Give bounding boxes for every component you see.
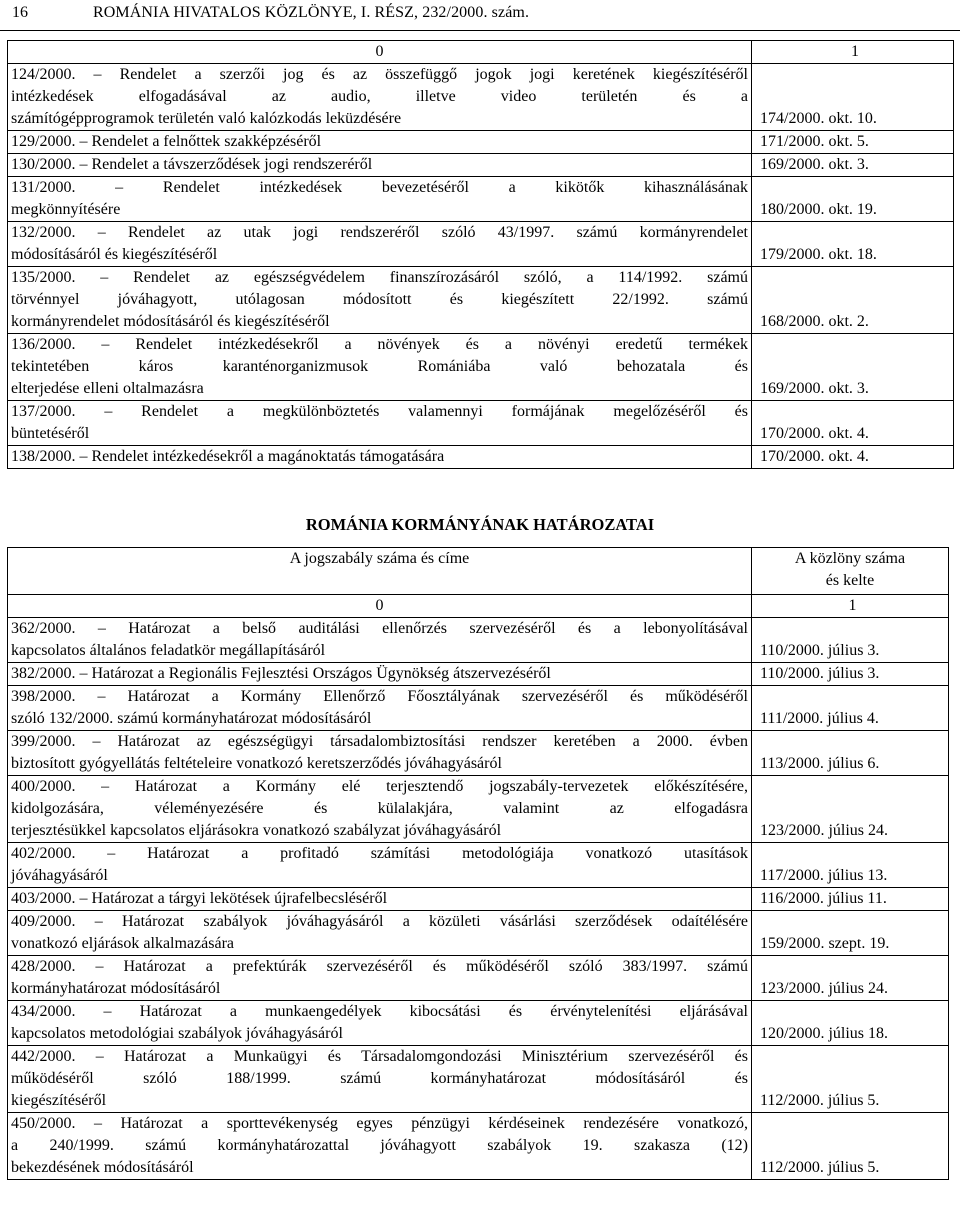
act-title-cell (8, 446, 752, 469)
gazette-date-cell: 111/2000. július 4. (752, 686, 949, 731)
table-row (8, 776, 949, 843)
act-title-cell (8, 911, 752, 956)
act-title-cell (8, 618, 752, 663)
act-title-line: kormányhatározat módosításáról (11, 980, 221, 997)
act-title-line: 398/2000. – Határozat a Kormány Ellenőrző Főosztályának szervezéséről és működéséről (11, 688, 748, 705)
table-row (8, 843, 949, 888)
table-row (8, 618, 949, 663)
act-title-line: 132/2000. – Rendelet az utak jogi rendszeréről szóló 43/1997. számú kormányrendelet (11, 224, 748, 241)
act-title-line: kapcsolatos metodológiai szabályok jóváhagyásáról (11, 1025, 343, 1042)
act-title-line: 399/2000. – Határozat az egészségügyi társadalombiztosítási rendszer keretében a 2000. évben (11, 733, 748, 750)
page-number: 16 (12, 4, 28, 21)
act-title-line: 450/2000. – Határozat a sporttevékenység egyes pénzügyi kérdéseinek rendezésére vonatkozó, (11, 1115, 748, 1132)
act-title-line: 131/2000. – Rendelet intézkedések bevezetéséről a kikötők kihasználásának (11, 179, 748, 196)
table-row (8, 401, 954, 446)
column-index-0: 0 (8, 41, 752, 64)
column-index-row (8, 41, 954, 64)
table-row (8, 177, 954, 222)
table-row (8, 911, 949, 956)
table-row (8, 222, 954, 267)
gazette-date-cell: 112/2000. július 5. (752, 1046, 949, 1113)
header-gazette-label-1: A közlöny száma (794, 550, 906, 567)
act-title-line: kapcsolatos általános feladatkör megállapításáról (11, 642, 326, 659)
act-title-line: biztosított gyógyellátás feltételeire vonatkozó keretszerződés jóváhagyásáról (11, 755, 502, 772)
act-title-cell (8, 154, 752, 177)
gazette-date-cell: 168/2000. okt. 2. (752, 267, 954, 334)
gazette-date-cell: 110/2000. július 3. (752, 618, 949, 663)
table-row (8, 64, 954, 131)
act-title-line: 362/2000. – Határozat a belső auditálási ellenőrzés szervezéséről és a lebonyolításával (11, 620, 748, 637)
table-row (8, 956, 949, 1001)
act-title-cell (8, 1046, 752, 1113)
act-title-cell (8, 888, 752, 911)
act-title-line: vonatkozó eljárások alkalmazására (11, 935, 234, 952)
act-title-cell (8, 401, 752, 446)
table-row (8, 154, 954, 177)
act-title-cell (8, 663, 752, 686)
act-title-line: szóló 132/2000. számú kormányhatározat módosításáról (11, 710, 372, 727)
act-title-cell (8, 334, 752, 401)
act-title-line: terjesztésükkel kapcsolatos eljárásokra vonatkozó szabályzat jóváhagyásáról (11, 822, 502, 839)
act-title-cell (8, 956, 752, 1001)
header-gazette-label-2: és kelte (825, 572, 875, 589)
act-title-line: 135/2000. – Rendelet az egészségvédelem finanszírozásáról szóló, a 114/1992. számú (11, 269, 748, 286)
act-title-line: 136/2000. – Rendelet intézkedésekről a növények és a növényi eredetű termékek (11, 336, 748, 353)
gazette-date-cell: 123/2000. július 24. (752, 956, 949, 1001)
gazette-date-cell: 179/2000. okt. 18. (752, 222, 954, 267)
gazette-date-cell: 169/2000. okt. 3. (752, 154, 954, 177)
government-decisions-table (7, 547, 949, 1180)
header-title-cell (8, 548, 752, 595)
act-title-line: kidolgozására, véleményezésére és külalakjára, valamint az elfogadásra (11, 800, 748, 817)
table-row (8, 686, 949, 731)
act-title-cell (8, 686, 752, 731)
table-row (8, 663, 949, 686)
gazette-date-cell: 170/2000. okt. 4. (752, 446, 954, 469)
act-title-cell (8, 1113, 752, 1180)
header-title-label: A jogszabály száma és címe (289, 550, 470, 567)
gazette-date-cell: 180/2000. okt. 19. (752, 177, 954, 222)
act-title-line: számítógépprogramok területén való kalózkodás leküzdésére (11, 110, 402, 127)
act-title-line: 129/2000. – Rendelet a felnőttek szakképzéséről (11, 133, 322, 150)
act-title-line: megkönnyítésére (11, 201, 121, 218)
act-title-line: 402/2000. – Határozat a profitadó számítási metodológiája vonatkozó utasítások (11, 845, 748, 862)
gazette-date-cell: 159/2000. szept. 19. (752, 911, 949, 956)
gazette-date-cell: 169/2000. okt. 3. (752, 334, 954, 401)
gazette-date-cell: 120/2000. július 18. (752, 1001, 949, 1046)
act-title-line: a 240/1999. számú kormányhatározattal jóváhagyott szabályok 19. szakasza (12) (11, 1137, 748, 1154)
act-title-cell (8, 843, 752, 888)
header-rule (0, 30, 960, 31)
act-title-line: 409/2000. – Határozat szabályok jóváhagyásáról a közületi vásárlási szerződések odaítélésére (11, 913, 748, 930)
table-row (8, 1046, 949, 1113)
act-title-line: kiegészítéséről (11, 1092, 107, 1109)
act-title-cell (8, 267, 752, 334)
act-title-line: 434/2000. – Határozat a munkaengedélyek kibocsátási és érvénytelenítési eljárásával (11, 1003, 748, 1020)
gazette-date-cell: 113/2000. július 6. (752, 731, 949, 776)
column-index-row (8, 595, 949, 618)
column-index-1: 1 (752, 595, 949, 618)
act-title-line: 400/2000. – Határozat a Kormány elé terjesztendő jogszabály-tervezetek előkészítésére, (11, 778, 748, 795)
act-title-line: kormányrendelet módosításáról és kiegészítéséről (11, 313, 330, 330)
page-header (12, 4, 942, 28)
act-title-cell (8, 131, 752, 154)
table-row (8, 1001, 949, 1046)
table-row (8, 446, 954, 469)
column-index-0: 0 (8, 595, 752, 618)
table-header-row (8, 548, 949, 595)
act-title-line: 442/2000. – Határozat a Munkaügyi és Társadalomgondozási Minisztérium szervezéséről és (11, 1048, 748, 1065)
act-title-line: 124/2000. – Rendelet a szerzői jog és az összefüggő jogok jogi keretének kiegészítéséről (11, 66, 748, 83)
act-title-cell (8, 177, 752, 222)
act-title-line: bekezdésének módosításáról (11, 1159, 194, 1176)
act-title-line: törvénnyel jóváhagyott, utólagosan módosított és kiegészített 22/1992. számú (11, 291, 748, 308)
act-title-line: 138/2000. – Rendelet intézkedésekről a magánoktatás támogatására (11, 448, 445, 465)
table-row (8, 888, 949, 911)
gazette-date-cell: 170/2000. okt. 4. (752, 401, 954, 446)
act-title-line: 137/2000. – Rendelet a megkülönböztetés valamennyi formájának megelőzéséről és (11, 403, 748, 420)
act-title-cell (8, 1001, 752, 1046)
gazette-date-cell: 110/2000. július 3. (752, 663, 949, 686)
act-title-line: 403/2000. – Határozat a tárgyi lekötések újrafelbecsléséről (11, 890, 388, 907)
header-gazette-cell (752, 548, 949, 595)
act-title-line: tekintetében káros karanténorganizmusok Romániába való behozatala és (11, 358, 748, 375)
act-title-line: 130/2000. – Rendelet a távszerződések jogi rendszeréről (11, 156, 373, 173)
gazette-date-cell: 112/2000. július 5. (752, 1113, 949, 1180)
act-title-line: 428/2000. – Határozat a prefektúrák szervezéséről és működéséről szóló 383/1997. számú (11, 958, 748, 975)
act-title-cell (8, 776, 752, 843)
gazette-date-cell: 171/2000. okt. 5. (752, 131, 954, 154)
act-title-cell (8, 222, 752, 267)
gazette-date-cell: 174/2000. okt. 10. (752, 64, 954, 131)
gazette-date-cell: 123/2000. július 24. (752, 776, 949, 843)
section-title: ROMÁNIA KORMÁNYÁNAK HATÁROZATAI (305, 515, 655, 534)
table-row (8, 131, 954, 154)
act-title-line: módosításáról és kiegészítéséről (11, 246, 218, 263)
table-row (8, 731, 949, 776)
act-title-line: működéséről szóló 188/1999. számú kormányhatározat módosításáról és (11, 1070, 748, 1087)
gazette-title: ROMÁNIA HIVATALOS KÖZLÖNYE, I. RÉSZ, 232/2000. szám. (93, 4, 530, 21)
table-row (8, 1113, 949, 1180)
act-title-line: 382/2000. – Határozat a Regionális Fejlesztési Országos Ügynökség átszervezéséről (11, 665, 551, 682)
gazette-date-cell: 116/2000. július 11. (752, 888, 949, 911)
gazette-date-cell: 117/2000. július 13. (752, 843, 949, 888)
act-title-line: intézkedések elfogadásával az audio, illetve video területén és a (11, 88, 748, 105)
act-title-cell (8, 64, 752, 131)
act-title-line: jóváhagyásáról (11, 867, 108, 884)
table-row (8, 334, 954, 401)
table-row (8, 267, 954, 334)
act-title-cell (8, 731, 752, 776)
act-title-line: elterjedése elleni oltalmazásra (11, 380, 204, 397)
decrees-table (7, 40, 954, 469)
act-title-line: büntetéséről (11, 425, 90, 442)
column-index-1: 1 (752, 41, 954, 64)
